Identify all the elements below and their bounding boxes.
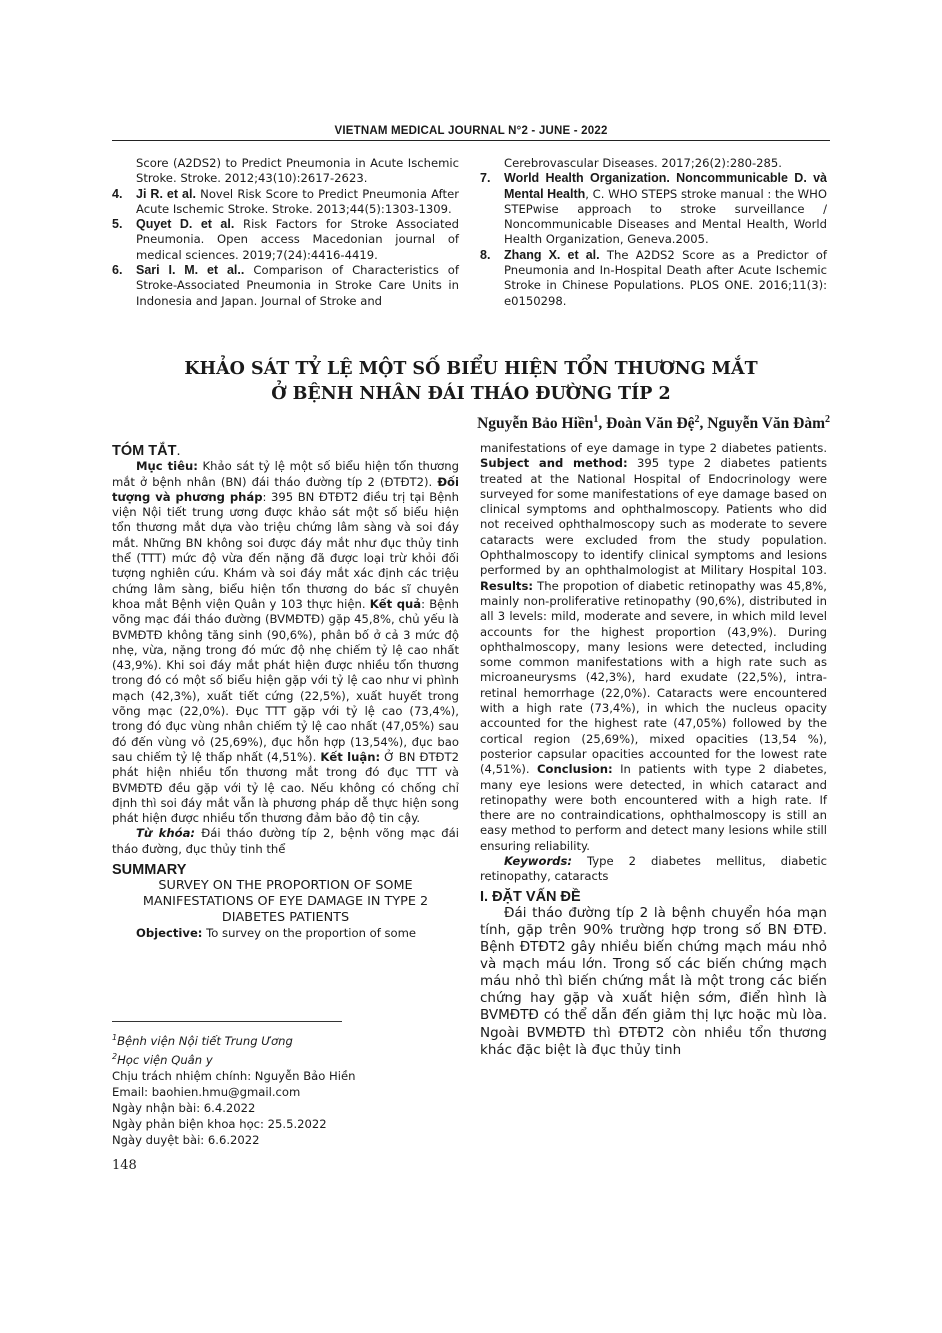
- reference-authors: Quyet D. et al.: [136, 217, 235, 232]
- reference-number: 6.: [112, 263, 123, 278]
- article-title-line2: Ở BỆNH NHÂN ĐÁI THÁO ĐƯỜNG TÍP 2: [271, 384, 671, 404]
- reference-number: 5.: [112, 217, 123, 232]
- article-title-line1: KHẢO SÁT TỶ LỆ MỘT SỐ BIỂU HIỆN TỔN THƯƠNG MẮT: [184, 359, 758, 379]
- accepted-date: Ngày duyệt bài: 6.6.2022: [112, 1132, 260, 1147]
- review-date: Ngày phản biện khoa học: 25.5.2022: [112, 1116, 327, 1131]
- keywords-text: Type 2 diabetes mellitus, diabetic retinopathy, cataracts: [480, 854, 827, 884]
- objective-label: Objective:: [136, 926, 203, 941]
- reference-4: [112, 187, 459, 218]
- keywords-label: Từ khóa:: [136, 826, 196, 841]
- page-number: 148: [112, 1158, 137, 1173]
- author-separator: ,: [699, 415, 708, 433]
- introduction-text: Đái tháo đường típ 2 là bệnh chuyển hóa mạn tính, gặp trên 90% trường hợp trong số BN ĐTĐ. Bệnh ĐTĐT2 gây nhiều biến chứng mạch máu nhỏ và mạch máu lớn. Trong số các biến chứng mạch máu nhỏ thì biến chứng mắt là một trong các biến chứng hay gặp và xuất hiện sớm, điển hình là BVMĐTĐ có thể dẫn đến giảm thị lực hoặc mù lòa. Ngoài BVMĐTĐ thì ĐTĐT2 còn nhiều tổn thương khác đặc biệt là đục thủy tinh: [480, 904, 827, 1058]
- reference-authors: Zhang X. et al.: [504, 247, 600, 262]
- conclusion-text: Ở BN ĐTĐT2 phát hiện nhiều tổn thương mắt trong đó đục TTT và BVMĐTĐ đều gặp với tỷ lệ cao. Nếu không có chống chỉ định thì soi đáy mắt vẫn là phương pháp dễ thực hiện song phát hiện được nhiều tổn thương đảm bảo độ tin cậy.: [112, 749, 460, 826]
- abstract-english: [480, 441, 827, 854]
- reference-3-continued: [112, 156, 459, 187]
- reference-authors: World Health Organization. Noncommunicable D. và Mental Health: [504, 171, 827, 201]
- reference-8: [480, 248, 827, 309]
- author-name: Nguyễn Bảo Hiền: [477, 415, 594, 433]
- footnote-rule: [112, 1021, 342, 1022]
- author-list: [477, 412, 830, 431]
- conclusion-label: Conclusion:: [537, 762, 613, 777]
- conclusion-text: In patients with type 2 diabetes, many eye lesions were detected, in which cataract and retinopathy were both encountered with a high rate. If there are no contraindications, ophthalmoscopy is still an easy method to perform and detect many lesions while still ensuring reliability.: [480, 762, 827, 853]
- method-text: 395 type 2 diabetes patients treated at the National Hospital of Endocrinology were surveyed for some manifestations of eye damage based on clinical symptoms and ophthalmoscopy. Patients who did not received ophthalmoscopy such as moderate to severe cataracts were excluded from the study population. Ophthalmoscopy to identify clinical symptoms and lesions performed by an ophthalmologist at Military Hospital 103.: [480, 456, 827, 578]
- method-text: : 395 BN ĐTĐT2 điều trị tại Bệnh viện Nội tiết trung ương được khảo sát một số biểu hiện tổn thương mắt dựa vào triệu chứng lâm sàng và soi đáy mắt. Những BN không soi được đáy mắt như đục thủy tinh thể (TTT) mức độ vừa đến nặng đã được loại trừ khỏi đối tượng nghiên cứu. Khám và soi đáy mắt xác định các triệu chứng lâm sàng, biểu hiện tổn thương do bác sĩ chuyên khoa mắt Bệnh viện Quân y 103 thực hiện.: [112, 489, 459, 611]
- reference-text: Score (A2DS2) to Predict Pneumonia in Acute Ischemic Stroke. Stroke. 2012;43(10):2617-2623.: [136, 156, 459, 186]
- reference-text: Cerebrovascular Diseases. 2017;26(2):280-285.: [504, 156, 782, 170]
- summary-objective: [112, 926, 459, 941]
- author-name: Nguyễn Văn Đàm: [707, 415, 825, 433]
- reference-text: , C. WHO STEPS stroke manual : the WHO STEPwise approach to stroke surveillance / Noncommunicable Diseases and Mental Health, World Health Organization, Geneva.2005.: [504, 186, 827, 247]
- author-separator: ,: [598, 415, 607, 433]
- results-label: Results:: [480, 578, 533, 593]
- results-text: The propotion of diabetic retinopathy was 45,8%, mainly non-proliferative retinopathy (90,6%), distributed in all 3 levels: mild, moderate and severe, in which mild level accounts for the highest proportion (43,9%). During ophthalmoscopy, many lesions were detected, including some common manifestations with a high rate such as microaneurysms (42,3%), hard exudate (22,5%), intra-retinal hemorrhage (22,0%). Cataracts were encountered with a high rate (73,4%), in which the nucleus opacity accounted for the highest rate (47,05%) followed by the cortical region (25,69%), mixed opacities (13,54 %), posterior capsular opacities accounted for the lowest rate (4,51%).: [480, 578, 827, 777]
- reference-number: 4.: [112, 186, 123, 201]
- objective-text: Khảo sát tỷ lệ một số biểu hiện tổn thương mắt ở bệnh nhân (BN) đái tháo đường típ 2 (ĐTĐT2).: [112, 459, 459, 489]
- summary-heading: SUMMARY: [112, 862, 187, 879]
- abstract-text: manifestations of eye damage in type 2 diabetes patients.: [480, 441, 827, 455]
- received-date: Ngày nhận bài: 6.4.2022: [112, 1100, 256, 1115]
- footnotes: [112, 1030, 355, 1148]
- abstract-vietnamese: [112, 459, 459, 826]
- keywords-text: Đái tháo đường típ 2, bệnh võng mạc đái tháo đường, đục thủy tinh thể: [112, 826, 459, 856]
- author-affiliation: 2: [694, 414, 700, 425]
- affiliation-2: $^2$Học viện Quân y: [112, 1051, 213, 1067]
- results-text: : Bệnh võng mạc đái tháo đường (BVMĐTĐ) gặp 45,8%, chủ yếu là BVMĐTĐ không tăng sinh (90,6%), phân bố ở cả 3 mức độ nhẹ, vừa, nặng trong đó mức độ nhẹ chiếm tỷ lệ cao nhất (43,9%). Khi soi đáy mắt phát hiện được nhiều tổn thương trong đó có một số biểu hiện gặp với tỷ lệ cao như vi phình mạch (42,3%), xuất tiết cứng (22,5%), xuất huyết trong võng mạc (22,0%). Đục TTT gặp với tỷ lệ cao (73,4%), trong đó đục vùng nhân chiếm tỷ lệ cao nhất (47,05%) sau đó đến vùng vỏ (25,69%), đục hỗn hợp (13,54%), đục bao sau chiếm tỷ lệ thấp nhất (4,51%).: [112, 596, 459, 764]
- journal-header: VIETNAM MEDICAL JOURNAL N°2 - JUNE - 2022: [334, 125, 608, 137]
- header-rule: [112, 140, 830, 141]
- references-left: [112, 156, 459, 309]
- references-right: [480, 156, 827, 309]
- method-label: Subject and method:: [480, 456, 628, 471]
- reference-7: [480, 171, 827, 247]
- reference-text: The A2DS2 Score as a Predictor of Pneumonia and In-Hospital Death after Acute Ischemic Stroke in Chinese Populations. PLOS ONE. 2016;11(3): e0150298.: [504, 247, 827, 308]
- keywords-label: Keywords:: [504, 854, 572, 869]
- results-label: Kết quả: [369, 596, 422, 611]
- author-name: Đoàn Văn Đệ: [606, 415, 695, 433]
- corresponding-author: Chịu trách nhiệm chính: Nguyễn Bảo Hiền: [112, 1068, 356, 1083]
- right-column: [480, 441, 827, 1059]
- objective-text: To survey on the proportion of some: [202, 926, 417, 941]
- reference-number: 7.: [480, 171, 491, 186]
- abstract-heading: TÓM TẮT.: [112, 443, 181, 459]
- reference-text: Novel Risk Score to Predict Pneumonia After Acute Ischemic Stroke. Stroke. 2013;44(5):1303-1309.: [136, 186, 460, 216]
- reference-text: Comparison of Characteristics of Stroke-Associated Pneumonia in Stroke Care Units in Indonesia and Japan. Journal of Stroke and: [136, 263, 459, 308]
- keywords-english: [480, 854, 827, 885]
- author-affiliation: 1: [593, 414, 599, 425]
- conclusion-label: Kết luận:: [320, 749, 381, 764]
- email: Email: baohien.hmu@gmail.com: [112, 1084, 301, 1099]
- author-affiliation: 2: [825, 414, 830, 425]
- introduction-heading: I. ĐẶT VẤN ĐỀ: [480, 888, 581, 905]
- reference-number: 8.: [480, 247, 491, 262]
- reference-authors: Sari I. M. et al..: [136, 263, 245, 278]
- method-label: Đối tượng và phương pháp: [112, 474, 459, 504]
- reference-5: [112, 217, 459, 263]
- objective-label: Mục tiêu:: [136, 459, 198, 474]
- reference-6: [112, 263, 459, 309]
- keywords-vietnamese: [112, 826, 459, 857]
- affiliation-1: $^1$Bệnh viện Nội tiết Trung Ương: [112, 1033, 293, 1048]
- reference-authors: Ji R. et al.: [136, 186, 196, 201]
- reference-6-continued: [480, 156, 827, 171]
- summary-title: SURVEY ON THE PROPORTION OF SOME MANIFESTATIONS OF EYE DAMAGE IN TYPE 2 DIABETES PATIENTS: [142, 878, 429, 926]
- reference-text: Risk Factors for Stroke Associated Pneumonia. Open access Macedonian journal of medical sciences. 2019;7(24):4416-4419.: [136, 217, 460, 262]
- left-column: [112, 444, 459, 942]
